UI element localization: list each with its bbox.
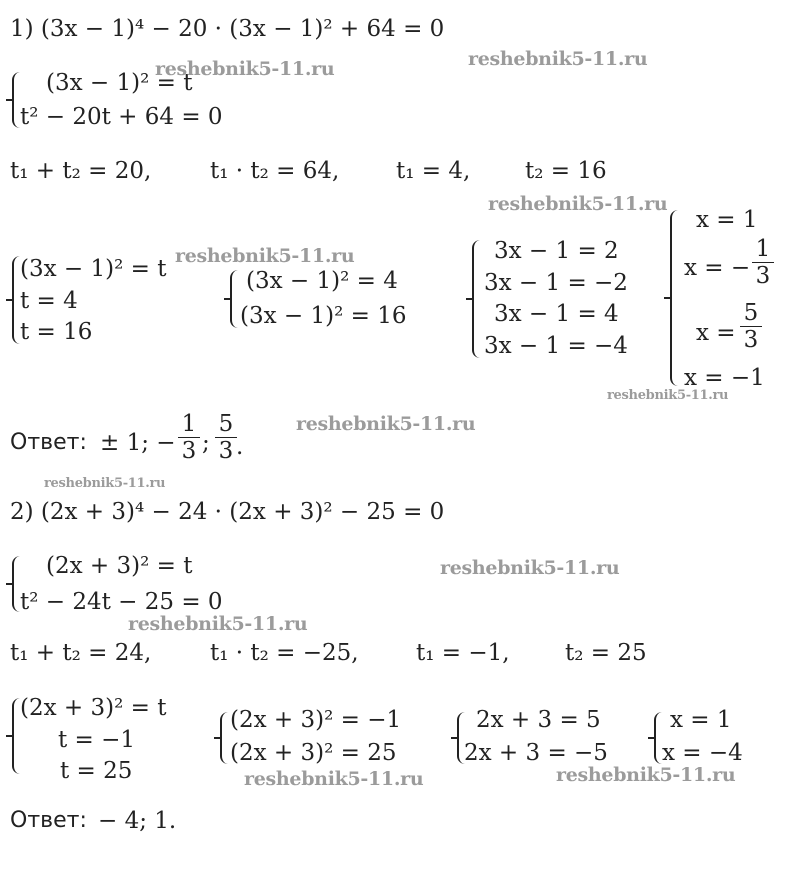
system-line: (3x − 1)² = t <box>20 256 167 282</box>
watermark: reshebnik5-11.ru <box>44 476 166 491</box>
watermark: reshebnik5-11.ru <box>175 245 355 267</box>
brace <box>670 210 679 386</box>
fraction-denominator: 3 <box>743 327 759 353</box>
watermark: reshebnik5-11.ru <box>440 557 620 579</box>
brace <box>472 240 481 358</box>
vieta-sum: t₁ + t₂ = 24, <box>10 640 152 666</box>
root-line: x = − <box>684 255 751 281</box>
answer-separator: ; <box>202 430 210 456</box>
root-line: x = <box>696 320 736 346</box>
watermark: reshebnik5-11.ru <box>244 768 424 790</box>
root-t1: t₁ = −1, <box>416 640 510 666</box>
fraction <box>215 411 237 464</box>
fraction <box>178 411 200 464</box>
fraction-denominator: 3 <box>755 263 771 289</box>
problem-1-equation: 1) (3x − 1)⁴ − 20 · (3x − 1)² + 64 = 0 <box>10 16 445 42</box>
system-line: t = 16 <box>20 319 93 345</box>
system-line: 3x − 1 = 2 <box>494 238 619 264</box>
fraction-denominator: 3 <box>218 438 234 464</box>
substitution-line: (3x − 1)² = t <box>46 70 193 96</box>
system-line: 2x + 3 = 5 <box>476 707 601 733</box>
system-line: 3x − 1 = 4 <box>494 301 619 327</box>
answer-end: . <box>236 434 244 460</box>
vieta-sum: t₁ + t₂ = 20, <box>10 158 152 184</box>
root-line: x = 1 <box>696 207 758 233</box>
system-line: x = −4 <box>662 740 743 766</box>
answer-values: − 4; 1. <box>98 808 177 834</box>
watermark: reshebnik5-11.ru <box>488 193 668 215</box>
quadratic-line: t² − 24t − 25 = 0 <box>20 589 223 615</box>
quadratic-line: t² − 20t + 64 = 0 <box>20 104 223 130</box>
answer-label: Ответ: <box>10 430 87 455</box>
substitution-line: (2x + 3)² = t <box>46 553 193 579</box>
watermark: reshebnik5-11.ru <box>468 48 648 70</box>
watermark: reshebnik5-11.ru <box>607 388 729 403</box>
system-line: t = 4 <box>20 288 78 314</box>
watermark: reshebnik5-11.ru <box>296 413 476 435</box>
watermark: reshebnik5-11.ru <box>155 58 335 80</box>
watermark: reshebnik5-11.ru <box>556 764 736 786</box>
problem-2-equation: 2) (2x + 3)⁴ − 24 · (2x + 3)² − 25 = 0 <box>10 499 445 525</box>
fraction-numerator: 1 <box>178 411 200 438</box>
system-line: x = 1 <box>670 707 732 733</box>
fraction-numerator: 5 <box>740 300 762 327</box>
vieta-product: t₁ · t₂ = 64, <box>210 158 340 184</box>
fraction-numerator: 1 <box>752 236 774 263</box>
root-t1: t₁ = 4, <box>396 158 471 184</box>
system-line: (3x − 1)² = 16 <box>240 303 407 329</box>
root-line: x = −1 <box>684 365 765 391</box>
brace <box>230 270 239 328</box>
fraction <box>752 236 774 289</box>
fraction-denominator: 3 <box>181 438 197 464</box>
watermark: reshebnik5-11.ru <box>128 613 308 635</box>
system-line: 3x − 1 = −2 <box>484 270 628 296</box>
system-line: (2x + 3)² = −1 <box>230 707 402 733</box>
answer-label: Ответ: <box>10 808 87 833</box>
root-t2: t₂ = 25 <box>565 640 647 666</box>
vieta-product: t₁ · t₂ = −25, <box>210 640 359 666</box>
answer-values: ± 1; − <box>100 430 176 456</box>
system-line: 3x − 1 = −4 <box>484 333 628 359</box>
system-line: (2x + 3)² = 25 <box>230 740 397 766</box>
fraction <box>740 300 762 353</box>
brace <box>220 712 229 764</box>
system-line: t = 25 <box>60 758 133 784</box>
system-line: (2x + 3)² = t <box>20 695 167 721</box>
system-line: 2x + 3 = −5 <box>464 740 608 766</box>
system-line: (3x − 1)² = 4 <box>246 268 398 294</box>
root-t2: t₂ = 16 <box>525 158 607 184</box>
fraction-numerator: 5 <box>215 411 237 438</box>
system-line: t = −1 <box>58 727 136 753</box>
